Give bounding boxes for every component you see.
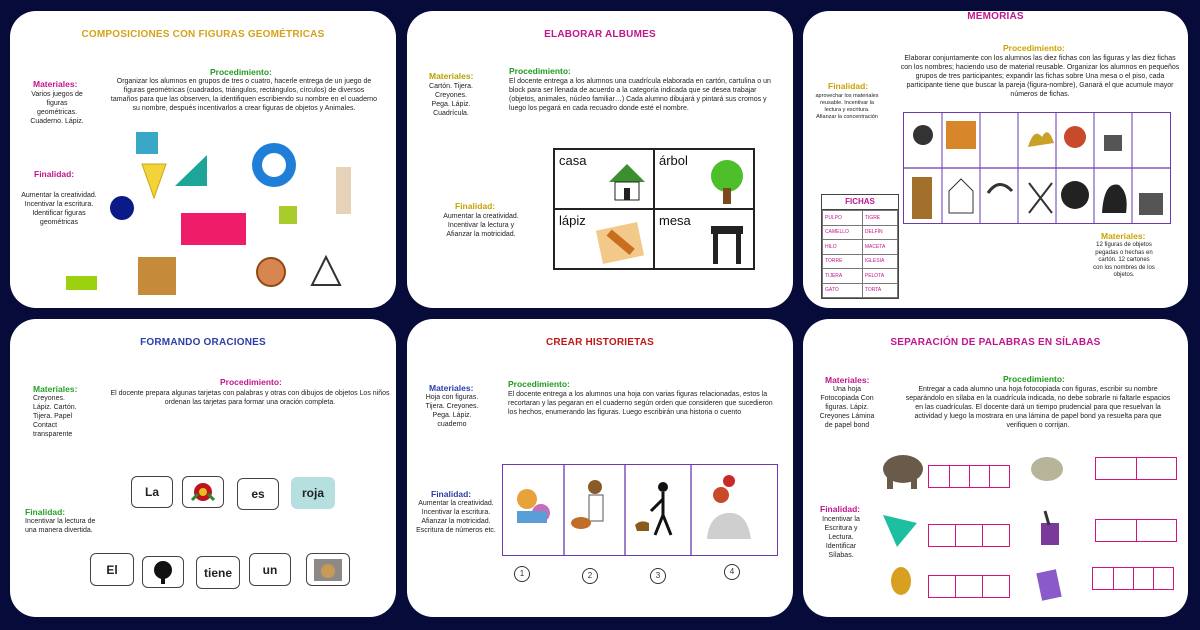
card-memorias xyxy=(803,11,1188,308)
purpose-text: Incentivar la Escritura y Lectura. Identificar Sílabas. xyxy=(822,516,860,559)
pink-rectangle-shape xyxy=(181,213,246,245)
card-elaborar-albumes xyxy=(407,11,793,308)
fichas-table xyxy=(821,194,899,299)
pencil-cup-icon xyxy=(1041,511,1059,545)
picture-card-tree xyxy=(142,556,184,588)
album-grid xyxy=(553,148,755,270)
doctor-with-dog-icon xyxy=(571,480,603,529)
comic-strip xyxy=(502,464,778,556)
step-number-2: 2 xyxy=(582,568,598,584)
lime-square-shape xyxy=(279,206,297,224)
procedure-text: Organizar los alumnos en grupos de tres o cuatro, hacerle entrega de un juego de figuras geométricas (cuadrados, triángulos, rectángulos, círculos) de diversos tamaños para que las observen, la identifiquen escribiendo su nombre en el cuaderno su nombre, después incentivarlos a crear figuras de objetos y Animales. xyxy=(110,78,378,112)
memory-picture-grid xyxy=(903,112,1171,224)
set-square-shape xyxy=(175,155,207,186)
word-card-es: es xyxy=(237,478,279,510)
step-number-1: 1 xyxy=(514,566,530,582)
card-formando-oraciones xyxy=(10,319,396,617)
materials-label: Materiales: xyxy=(33,79,78,89)
picture-card-flower xyxy=(182,476,224,508)
scissors-icon xyxy=(1029,183,1052,213)
materials-text: Cartón. Tijera. Creyones. Pega. Lápiz. Cuadrícula. xyxy=(429,83,473,117)
ball-icon xyxy=(1061,181,1089,209)
purpose-label: Finalidad: xyxy=(25,507,66,517)
purpose-text: Incentivar la lectura de una manera divertida. xyxy=(25,518,96,534)
fichas-grid: PULPO TIGRE CAMELLO DELFÍN HILO MACETA TORRE IGLESIA TIJERA PELOTA GATO TORTA xyxy=(822,210,898,298)
notebook-icon xyxy=(1036,569,1061,601)
cheese-icon xyxy=(883,515,917,547)
procedure-label: Procedimiento: xyxy=(220,377,282,387)
procedure-label: Procedimiento: xyxy=(508,379,570,389)
materials-label: Materiales: xyxy=(33,384,78,394)
tower-icon xyxy=(912,177,932,219)
cat-icon xyxy=(1102,185,1127,213)
pencil-icon xyxy=(595,220,645,266)
card-separacion-silabas xyxy=(803,319,1188,617)
card-title: SEPARACIÓN DE PALABRAS EN SÍLABAS xyxy=(890,337,1101,348)
syllable-boxes-elephant xyxy=(928,465,1010,488)
syllable-boxes-pineapple xyxy=(928,575,1010,598)
album-cell-lapiz: lápiz xyxy=(554,209,654,269)
fichas-title: FICHAS xyxy=(822,195,898,210)
purpose-text: Aumentar la creatividad. Incentivar la escritura. Afianzar la motricidad. Escritura de números etc. xyxy=(416,500,496,534)
materials-label: Materiales: xyxy=(429,383,474,393)
materials-label: Materiales: xyxy=(1101,231,1146,241)
syllable-boxes-basket xyxy=(1095,457,1177,480)
procedure-label: Procedimiento: xyxy=(509,66,571,76)
materials-text: 12 figuras de objetos pegadas o hechas en cartón. 12 cartones con los nombres de los objetos. xyxy=(1093,242,1155,278)
materials-text: Creyones. Lápiz. Cartón. Tijera. Papel Contact transparente xyxy=(33,395,77,438)
card-title: MEMORIAS xyxy=(967,11,1024,22)
octopus-icon xyxy=(913,125,933,145)
procedure-text: El docente entrega a los alumnos una cuadrícula elaborada en cartón, cartulina o un block para ser llenada de acuerdo a la categoría indicada que se desea trabajar (objetos, animales, núcleo familiar…) Cada alumno dibujará y pintará sus cromos y luego los pegará en cada recuadro donde esté el nombre. xyxy=(509,78,771,112)
basket-icon xyxy=(1031,457,1063,481)
children-with-dog-icon xyxy=(517,489,550,523)
dolphin-icon xyxy=(988,184,1012,193)
syllable-boxes-notebook xyxy=(1092,567,1174,590)
man-walking-dog-icon xyxy=(635,482,671,535)
tree-icon xyxy=(151,560,175,584)
materials-label: Materiales: xyxy=(429,71,474,81)
word-card-un: un xyxy=(249,553,291,586)
mandala-shape xyxy=(257,258,285,286)
materials-text: Varios juegos de figuras geométricas. Cuaderno. Lápiz. xyxy=(30,91,84,125)
card-title: CREAR HISTORIETAS xyxy=(545,337,655,348)
procedure-text: Entregar a cada alumno una hoja fotocopiada con figuras, escribir su nombre separándolo en sílaba en la cuadrícula indicada, no debe sobrarle ni faltarle espacios en las cuadrículas. El docente dará un tiempo prudencial para que resuelvan la actividad y luego la mostrara en una lámina de papel bond ya resuelta para que verifiquen o corrijan. xyxy=(905,386,1171,429)
step-number-3: 3 xyxy=(650,568,666,584)
purpose-text: Aumentar la creatividad. Incentivar la lectura y Afianzar la motricidad. xyxy=(443,213,519,238)
teal-square-shape xyxy=(136,132,158,154)
syllable-boxes-pencil-cup xyxy=(1095,519,1177,542)
church-icon xyxy=(949,179,973,213)
materials-label: Materiales: xyxy=(825,375,870,385)
triangle-puzzle-shape xyxy=(312,257,340,285)
house-icon xyxy=(607,162,647,202)
word-card-roja: roja xyxy=(291,477,335,509)
elephant-icon xyxy=(883,455,923,489)
flower-icon xyxy=(190,480,216,504)
album-cell-casa: casa xyxy=(554,149,654,209)
procedure-label: Procedimiento: xyxy=(210,67,272,77)
cat-icon xyxy=(314,559,342,581)
purpose-text: aprovechar los materiales reusable. Incentivar la lectura y escritura. Afianzar la concentración xyxy=(815,93,879,120)
cake-icon xyxy=(1139,193,1163,215)
navy-circle-shape xyxy=(110,196,134,220)
musicians-animals-icon xyxy=(707,475,751,539)
card-composiciones xyxy=(10,11,396,308)
purpose-label: Finalidad: xyxy=(828,81,869,91)
album-cell-mesa: mesa xyxy=(654,209,754,269)
flowerpot-icon xyxy=(1104,135,1122,151)
procedure-label: Procedimiento: xyxy=(1003,374,1065,384)
pineapple-icon xyxy=(891,567,911,595)
album-cell-arbol: árbol xyxy=(654,149,754,209)
orange-square-shape xyxy=(138,257,176,295)
materials-text: Hoja con figuras. Tijera. Creyones. Pega. Lápiz. cuaderno xyxy=(425,394,479,428)
camel-icon xyxy=(1028,132,1054,147)
card-title: COMPOSICIONES CON FIGURAS GEOMÉTRICAS xyxy=(81,29,325,40)
purpose-label: Finalidad: xyxy=(820,504,861,514)
syllable-boxes-cheese xyxy=(928,524,1010,547)
word-card-el: El xyxy=(90,553,134,586)
word-card-la: La xyxy=(131,476,173,508)
tiger-icon xyxy=(946,121,976,149)
materials-text: Una hoja Fotocopiada Con figuras. Lápiz. Creyones Lámina de papel bond xyxy=(819,386,875,429)
procedure-text: El docente prepara algunas tarjetas con palabras y otras con dibujos de objetos Los niños ordenan las tarjetas para formar una oración completa. xyxy=(110,390,390,406)
procedure-text: El docente entrega a los alumnos una hoja con varias figuras relacionadas, estos la recortaran y las pegaran en el cuaderno según orden que consideren que sucedieron los hechos, enumerando las figuras. Luego escribirán una historia o cuento xyxy=(508,391,773,416)
picture-card-cat xyxy=(306,553,350,586)
card-crear-historietas xyxy=(407,319,793,617)
table-icon xyxy=(707,222,747,266)
purpose-label: Finalidad: xyxy=(431,489,472,499)
geometric-shapes-illustration xyxy=(10,11,396,308)
green-rectangle-shape xyxy=(66,276,97,290)
purpose-text: Aumentar la creatividad. Incentivar la escritura. Identificar figuras geométricas xyxy=(21,192,97,226)
step-number-4: 4 xyxy=(724,564,740,580)
yellow-triangle-shape xyxy=(142,164,166,198)
purpose-label: Finalidad: xyxy=(34,169,75,179)
beige-rectangle-shape xyxy=(336,167,351,214)
thread-icon xyxy=(1064,126,1086,148)
procedure-text: Elaborar conjuntamente con los alumnos las diez fichas con las figuras y las diez fichas con los nombres; haciendo uso de material reusable. Organizar los alumnos en pequeños grupos de tres participantes; expandir las fichas sobre Una mesa o el piso, cada participante tiene que buscar la pareja (figura-nombre), Ganará el que acumule mayor números de fichas. xyxy=(900,55,1180,98)
procedure-label: Procedimiento: xyxy=(1003,43,1065,53)
card-title: FORMANDO ORACIONES xyxy=(140,337,266,348)
word-card-tiene: tiene xyxy=(196,556,240,589)
card-title: ELABORAR ALBUMES xyxy=(544,29,656,40)
purpose-label: Finalidad: xyxy=(455,201,496,211)
tree-icon xyxy=(705,158,749,206)
